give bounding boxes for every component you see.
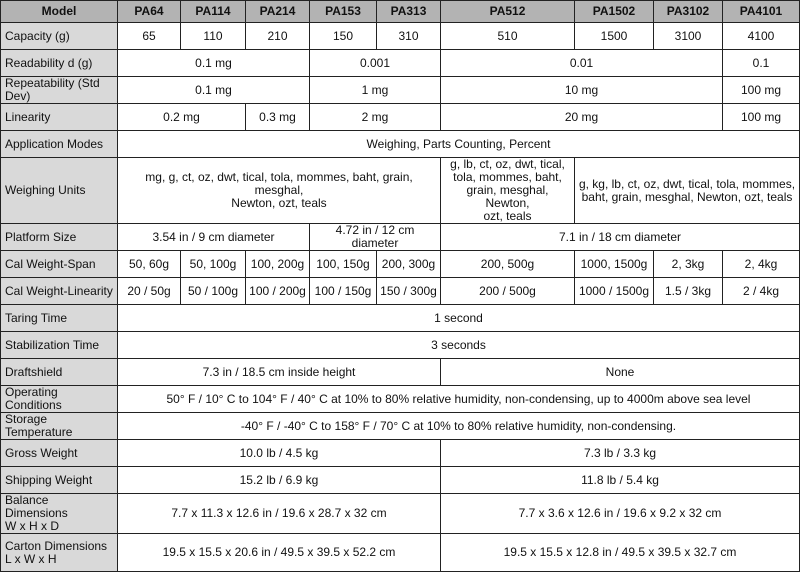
header-model-name: PA512	[441, 1, 575, 23]
row-carton-dimensions	[1, 534, 800, 572]
table-cell: 65	[118, 23, 181, 50]
cell-line: g, lb, ct, oz, dwt, tical,	[450, 157, 565, 171]
row-draftshield	[1, 359, 800, 386]
table-cell: 0.2 mg	[118, 104, 246, 131]
table-cell: 110	[181, 23, 246, 50]
table-cell: 10 mg	[441, 77, 723, 104]
table-cell: 2, 3kg	[654, 251, 723, 278]
row-label: Storage Temperature	[1, 413, 118, 440]
table-cell: 7.7 x 11.3 x 12.6 in / 19.6 x 28.7 x 32 cm	[118, 494, 441, 534]
row-label: Shipping Weight	[1, 467, 118, 494]
table-cell	[441, 158, 575, 224]
label-line: Balance Dimensions	[5, 493, 68, 520]
row-stabilization-time	[1, 332, 800, 359]
table-cell: 0.001	[310, 50, 441, 77]
table-cell: 4100	[723, 23, 800, 50]
table-cell: 3 seconds	[118, 332, 800, 359]
table-cell: 0.1 mg	[118, 50, 310, 77]
table-cell: 100 / 200g	[246, 278, 310, 305]
row-label: Linearity	[1, 104, 118, 131]
table-cell: 1.5 / 3kg	[654, 278, 723, 305]
table-cell: 510	[441, 23, 575, 50]
row-capacity	[1, 23, 800, 50]
label-line: W x H x D	[5, 519, 59, 533]
row-label: Draftshield	[1, 359, 118, 386]
row-application-modes	[1, 131, 800, 158]
table-cell: 20 mg	[441, 104, 723, 131]
header-model-name: PA114	[181, 1, 246, 23]
row-label: Gross Weight	[1, 440, 118, 467]
table-cell: 2 / 4kg	[723, 278, 800, 305]
table-cell: 4.72 in / 12 cm diameter	[310, 224, 441, 251]
table-cell: 50° F / 10° C to 104° F / 40° C at 10% to 80% relative humidity, non-condensing, up to 4000m above sea level	[118, 386, 800, 413]
label-line: L x W x H	[5, 551, 57, 566]
header-model-name: PA1502	[575, 1, 654, 23]
table-cell: 1000, 1500g	[575, 251, 654, 278]
table-cell: 200, 300g	[377, 251, 441, 278]
table-cell: 0.1	[723, 50, 800, 77]
header-row	[1, 1, 800, 23]
header-model-name: PA64	[118, 1, 181, 23]
table-cell: -40° F / -40° C to 158° F / 70° C at 10% to 80% relative humidity, non-condensing.	[118, 413, 800, 440]
table-cell: 0.01	[441, 50, 723, 77]
label-line: Carton Dimensions	[5, 538, 108, 553]
table-cell: 0.1 mg	[118, 77, 310, 104]
table-cell: 7.1 in / 18 cm diameter	[441, 224, 800, 251]
table-cell: 100 / 150g	[310, 278, 377, 305]
table-cell: 15.2 lb / 6.9 kg	[118, 467, 441, 494]
row-weighing-units	[1, 158, 800, 224]
row-label: Stabilization Time	[1, 332, 118, 359]
row-taring-time	[1, 305, 800, 332]
table-cell: None	[441, 359, 800, 386]
header-model-name: PA313	[377, 1, 441, 23]
cell-line: ozt, teals	[483, 209, 532, 223]
table-cell: 200 / 500g	[441, 278, 575, 305]
table-cell: 1 second	[118, 305, 800, 332]
table-cell	[118, 158, 441, 224]
table-cell: 150 / 300g	[377, 278, 441, 305]
row-cal-weight-linearity	[1, 278, 800, 305]
table-cell: Weighing, Parts Counting, Percent	[118, 131, 800, 158]
cell-line: baht, grain, mesghal, Newton, ozt, teals	[581, 189, 793, 204]
table-cell: 50, 60g	[118, 251, 181, 278]
row-label: Weighing Units	[1, 158, 118, 224]
table-cell: 11.8 lb / 5.4 kg	[441, 467, 800, 494]
row-label	[1, 534, 118, 572]
cell-line: Newton, ozt, teals	[231, 196, 327, 210]
table-cell: 1000 / 1500g	[575, 278, 654, 305]
table-cell: 1 mg	[310, 77, 441, 104]
row-platform-size	[1, 224, 800, 251]
cell-line: grain, mesghal, Newton,	[466, 183, 549, 210]
table-cell: 100, 150g	[310, 251, 377, 278]
row-balance-dimensions	[1, 494, 800, 534]
row-gross-weight	[1, 440, 800, 467]
table-cell: 1500	[575, 23, 654, 50]
table-cell: 310	[377, 23, 441, 50]
table-cell: 7.3 lb / 3.3 kg	[441, 440, 800, 467]
header-model: Model	[1, 1, 118, 23]
row-label	[1, 494, 118, 534]
table-cell: 150	[310, 23, 377, 50]
table-cell: 100, 200g	[246, 251, 310, 278]
row-label: Taring Time	[1, 305, 118, 332]
header-model-name: PA3102	[654, 1, 723, 23]
row-shipping-weight	[1, 467, 800, 494]
cell-line: g, kg, lb, ct, oz, dwt, tical, tola, mommes,	[578, 176, 796, 191]
table-cell: 2, 4kg	[723, 251, 800, 278]
row-label: Operating Conditions	[1, 386, 118, 413]
table-cell: 10.0 lb / 4.5 kg	[118, 440, 441, 467]
header-model-name: PA214	[246, 1, 310, 23]
table-cell: 100 mg	[723, 77, 800, 104]
table-cell: 3100	[654, 23, 723, 50]
row-cal-weight-span	[1, 251, 800, 278]
row-label: Platform Size	[1, 224, 118, 251]
row-operating-conditions	[1, 386, 800, 413]
row-label: Application Modes	[1, 131, 118, 158]
row-label: Readability d (g)	[1, 50, 118, 77]
table-cell: 19.5 x 15.5 x 12.8 in / 49.5 x 39.5 x 32.7 cm	[441, 534, 800, 572]
row-readability	[1, 50, 800, 77]
row-label: Cal Weight-Linearity	[1, 278, 118, 305]
row-repeatability	[1, 77, 800, 104]
table-cell: 210	[246, 23, 310, 50]
row-linearity	[1, 104, 800, 131]
table-cell: 7.3 in / 18.5 cm inside height	[118, 359, 441, 386]
row-label: Capacity (g)	[1, 23, 118, 50]
table-cell: 50 / 100g	[181, 278, 246, 305]
table-cell: 200, 500g	[441, 251, 575, 278]
row-storage-temperature	[1, 413, 800, 440]
row-label: Repeatability (Std Dev)	[1, 77, 118, 104]
cell-line: mg, g, ct, oz, dwt, tical, tola, mommes, baht, grain, mesghal,	[145, 170, 413, 197]
cell-line: tola, mommes, baht,	[453, 170, 562, 184]
table-cell: 2 mg	[310, 104, 441, 131]
row-label: Cal Weight-Span	[1, 251, 118, 278]
table-cell: 20 / 50g	[118, 278, 181, 305]
table-cell	[575, 158, 800, 224]
table-cell: 0.3 mg	[246, 104, 310, 131]
header-model-name: PA153	[310, 1, 377, 23]
header-model-name: PA4101	[723, 1, 800, 23]
table-cell: 50, 100g	[181, 251, 246, 278]
table-cell: 19.5 x 15.5 x 20.6 in / 49.5 x 39.5 x 52.2 cm	[118, 534, 441, 572]
table-cell: 100 mg	[723, 104, 800, 131]
table-cell: 7.7 x 3.6 x 12.6 in / 19.6 x 9.2 x 32 cm	[441, 494, 800, 534]
table-cell: 3.54 in / 9 cm diameter	[118, 224, 310, 251]
